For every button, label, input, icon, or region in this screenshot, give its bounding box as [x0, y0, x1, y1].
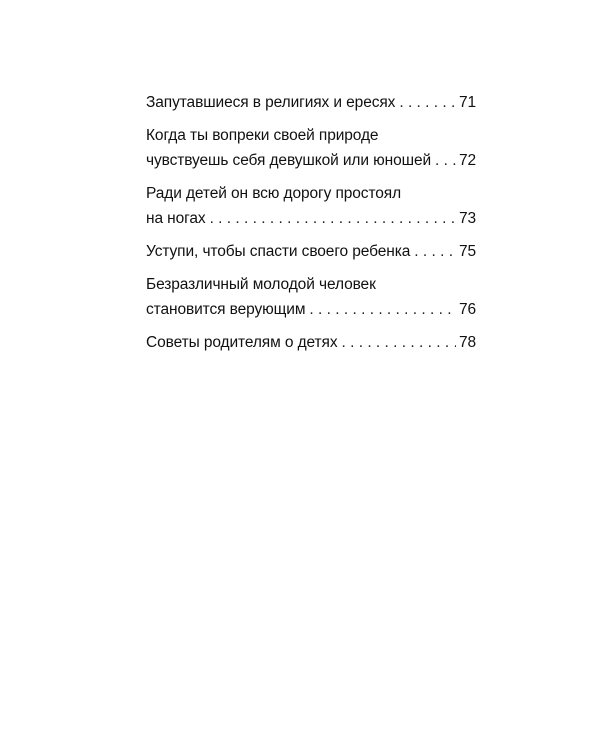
toc-leader-dots	[435, 148, 456, 173]
toc-entry	[146, 90, 476, 115]
toc-line	[146, 123, 476, 148]
toc-page-number: 76	[458, 301, 476, 318]
toc-leader-dots	[210, 206, 456, 231]
toc-line	[146, 239, 476, 264]
toc-page-number: 72	[458, 152, 476, 169]
toc-entry-title: Запутавшиеся в религиях и ересях	[146, 94, 396, 111]
toc-entry-title: Когда ты вопреки своей природе	[146, 127, 379, 144]
toc-entry-title: Безразличный молодой человек	[146, 276, 376, 293]
toc-entry	[146, 239, 476, 264]
toc-line	[146, 272, 476, 297]
toc-entry	[146, 272, 476, 322]
table-of-contents	[146, 90, 476, 363]
toc-line	[146, 206, 476, 231]
toc-entry-title-continued: чувствуешь себя девушкой или юношей	[146, 152, 432, 169]
toc-entry-title: Советы родителям о детях	[146, 334, 338, 351]
toc-line	[146, 148, 476, 173]
toc-entry-title-continued: на ногах	[146, 210, 206, 227]
toc-line	[146, 297, 476, 322]
toc-entry	[146, 123, 476, 173]
toc-page-number: 78	[458, 334, 476, 351]
toc-line	[146, 330, 476, 355]
toc-page-number: 71	[458, 94, 476, 111]
toc-leader-dots	[399, 90, 456, 115]
toc-entry-title: Ради детей он всю дорогу простоял	[146, 185, 402, 202]
toc-line	[146, 181, 476, 206]
toc-leader-dots	[414, 239, 456, 264]
toc-entry	[146, 181, 476, 231]
toc-leader-dots	[309, 297, 456, 322]
toc-page-number: 75	[458, 243, 476, 260]
toc-line	[146, 90, 476, 115]
toc-entry-title: Уступи, чтобы спасти своего ребенка	[146, 243, 411, 260]
toc-entry	[146, 330, 476, 355]
toc-leader-dots	[341, 330, 455, 355]
toc-page-number: 73	[458, 210, 476, 227]
toc-entry-title-continued: становится верующим	[146, 301, 306, 318]
